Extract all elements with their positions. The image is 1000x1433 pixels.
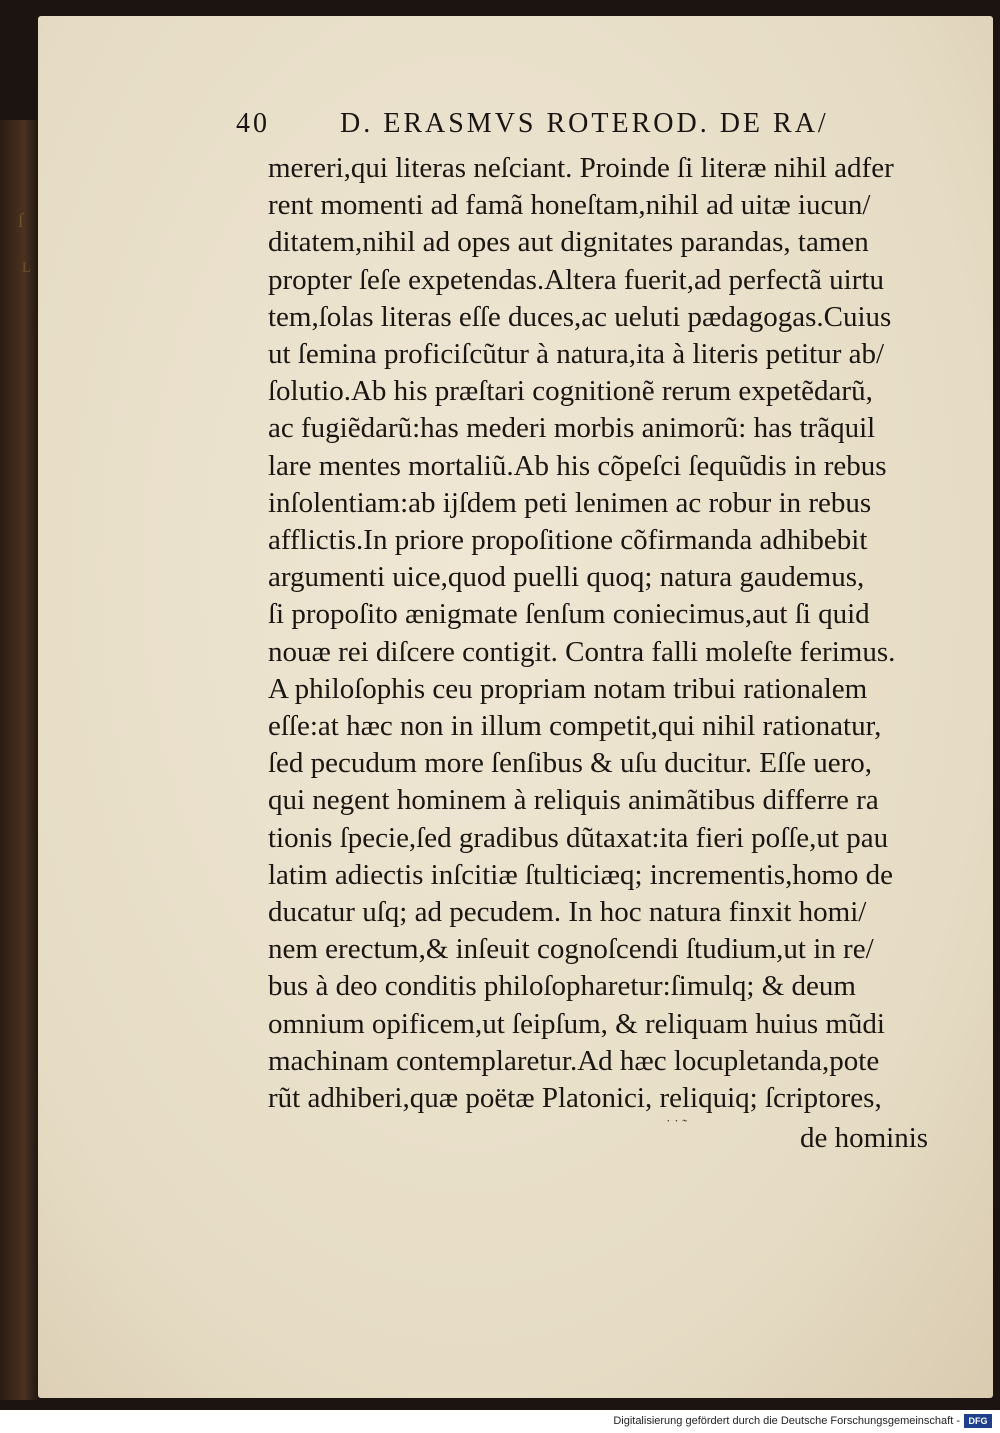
margin-annotation: ſ [18,210,24,232]
text-line: argumenti uice,quod puelli quoq; natura gaudemus, [268,561,865,594]
text-line: ac fugiẽdarũ:has mederi morbis animorũ: has trãquil [268,412,876,445]
printer-mark: ˙ ˙ ˜ [666,1118,687,1133]
text-line: nouæ rei diſcere contigit. Contra falli moleſte ferimus. [268,635,896,668]
text-line: ſolutio.Ab his præſtari cognitionẽ rerum expetẽdarũ, [268,375,873,408]
text-line: latim adiectis inſcitiæ ſtulticiæq; incrementis,homo de [268,858,894,891]
text-line: rũt adhiberi,quæ poëtæ Platonici, reliquiq; ſcriptores, [268,1082,882,1115]
binding-edge [0,120,40,1400]
text-line: bus à deo conditis philoſopharetur:ſimulq; & deum [268,970,856,1003]
page-number: 40 [236,108,270,139]
running-title: D. ERASMVS ROTEROD. DE RA/ [340,108,829,139]
text-line: mereri,qui literas neſciant. Proinde ſi literæ nihil adfer [268,152,894,184]
text-line: afflictis.In priore propoſitione cõfirmanda adhibebit [268,524,868,557]
text-line: eſſe:at hæc non in illum competit,qui nihil rationatur, [268,710,882,743]
text-line: ut ſemina proficiſcũtur à natura,ita à literis petitur ab/ [268,338,885,371]
text-line: rent momenti ad famã honeſtam,nihil ad uitæ iucun/ [268,189,871,222]
text-line: ſed pecudum more ſenſibus & uſu ducitur. Eſſe uero, [268,747,873,780]
text-line: omnium opificem,ut ſeipſum, & reliquam huius mũdi [268,1007,885,1040]
catchword: de hominis [800,1122,929,1154]
text-line: lare mentes mortaliũ.Ab his cõpeſci ſequũdis in rebus [268,449,887,482]
text-line: inſolentiam:ab ijſdem peti lenimen ac robur in rebus [268,486,872,519]
digitization-credit: Digitalisierung gefördert durch die Deutsche Forschungsgemeinschaft - [613,1415,960,1427]
text-line: ditatem,nihil ad opes aut dignitates parandas, tamen [268,226,869,259]
text-line: ſi propoſito ænigmate ſenſum coniecimus,aut ſi quid [268,598,870,631]
text-line: machinam contemplaretur.Ad hæc locupletanda,pote [268,1044,880,1077]
footer-bar [0,1410,1000,1433]
text-line: qui negent hominem à reliquis animãtibus differre ra [268,784,879,817]
dfg-logo: DFG [964,1414,992,1428]
text-line: nem erectum,& inſeuit cognoſcendi ſtudium,ut in re/ [268,933,874,966]
text-line: A philoſophis ceu propriam notam tribui rationalem [268,672,868,705]
margin-annotation: ʟ [22,255,31,277]
text-line: tionis ſpecie,ſed gradibus dũtaxat:ita fieri poſſe,ut pau [268,821,889,854]
text-line: ducatur uſq; ad pecudem. In hoc natura finxit homi/ [268,896,867,929]
text-line: tem,ſolas literas eſſe duces,ac ueluti pædagogas.Cuius [268,300,892,333]
body-text [268,150,948,1117]
text-line: propter ſeſe expetendas.Altera fuerit,ad perfectã uirtu [268,263,884,296]
page-header [236,104,936,144]
